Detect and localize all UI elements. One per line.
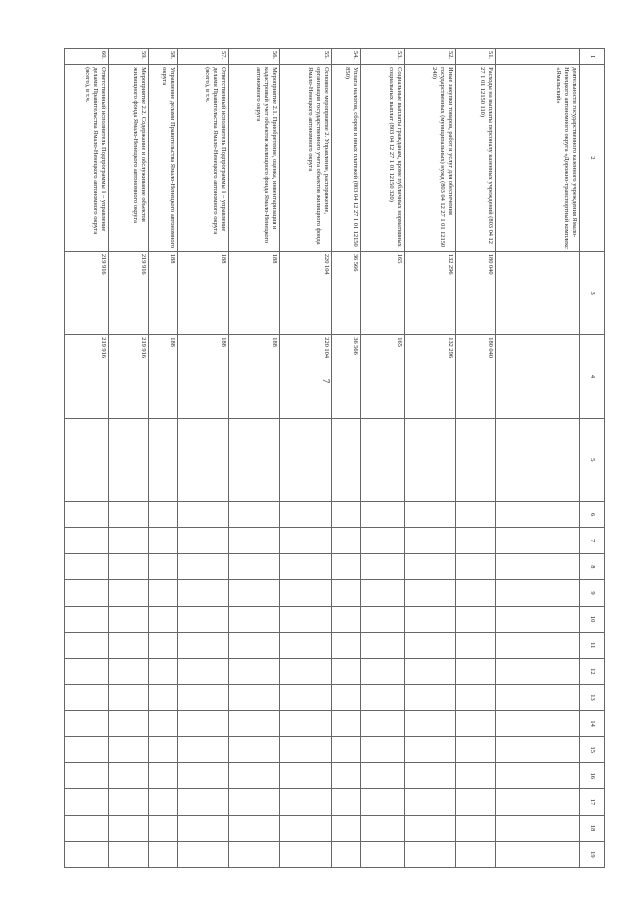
empty-cell (149, 789, 178, 815)
empty-cell (496, 815, 580, 841)
empty-cell (149, 554, 178, 580)
empty-cell (280, 502, 332, 528)
column-4-value: 36 566 (332, 335, 361, 418)
empty-cell (405, 815, 456, 841)
column-3-value: 36 566 (332, 251, 361, 334)
empty-cell (280, 606, 332, 632)
empty-cell (149, 580, 178, 606)
empty-cell (332, 528, 361, 554)
empty-cell (361, 528, 405, 554)
empty-cell (496, 684, 580, 710)
column-number-6: 6 (580, 502, 605, 528)
empty-cell (109, 711, 149, 737)
empty-cell (229, 841, 280, 867)
row-number-cell: 56. (229, 49, 280, 65)
empty-cell (456, 580, 496, 606)
empty-cell (65, 658, 109, 684)
empty-cell (405, 502, 456, 528)
page-number: 7 (321, 378, 331, 384)
empty-cell (149, 841, 178, 867)
column-number-2: 2 (580, 65, 605, 252)
empty-cell (109, 418, 149, 501)
row-number-cell: 58. (149, 49, 178, 65)
table-row (361, 49, 405, 868)
empty-cell (332, 789, 361, 815)
empty-cell (178, 711, 229, 737)
empty-cell (361, 684, 405, 710)
column-number-13: 13 (580, 684, 605, 710)
empty-cell (496, 606, 580, 632)
empty-cell (280, 789, 332, 815)
column-4-value: 220 104 (280, 335, 332, 418)
empty-cell (109, 841, 149, 867)
empty-cell (332, 815, 361, 841)
empty-cell (361, 632, 405, 658)
empty-cell (178, 580, 229, 606)
empty-cell (178, 606, 229, 632)
empty-cell (149, 418, 178, 501)
empty-cell (280, 554, 332, 580)
empty-cell (405, 841, 456, 867)
column-3-value: 132 296 (405, 251, 456, 334)
column-4-value: 219 916 (109, 335, 149, 418)
column-number-14: 14 (580, 711, 605, 737)
empty-cell (178, 418, 229, 501)
empty-cell (178, 763, 229, 789)
empty-cell (229, 554, 280, 580)
empty-cell (405, 658, 456, 684)
table-row (405, 49, 456, 868)
column-number-10: 10 (580, 606, 605, 632)
column-number-15: 15 (580, 737, 605, 763)
empty-cell (109, 763, 149, 789)
empty-cell (405, 418, 456, 501)
empty-cell (332, 580, 361, 606)
empty-cell (229, 658, 280, 684)
empty-cell (332, 418, 361, 501)
empty-cell (456, 606, 496, 632)
empty-cell (178, 841, 229, 867)
table-row (496, 49, 580, 868)
column-4-value: 188 (178, 335, 229, 418)
empty-cell (361, 502, 405, 528)
column-3-value: 165 (361, 251, 405, 334)
row-name-cell: Уплата налогов, сборов и иных платежей (803 04 12 27 1 01 12150 850) (332, 65, 361, 252)
empty-cell (361, 815, 405, 841)
empty-cell (109, 684, 149, 710)
empty-cell (496, 763, 580, 789)
budget-table (64, 48, 605, 868)
empty-cell (361, 580, 405, 606)
empty-cell (229, 789, 280, 815)
empty-cell (496, 418, 580, 501)
empty-cell (332, 841, 361, 867)
column-number-1: 1 (580, 49, 605, 65)
empty-cell (361, 606, 405, 632)
empty-cell (65, 418, 109, 501)
empty-cell (405, 554, 456, 580)
empty-cell (280, 418, 332, 501)
empty-cell (229, 711, 280, 737)
empty-cell (229, 684, 280, 710)
empty-cell (229, 606, 280, 632)
empty-cell (149, 815, 178, 841)
column-4-value: 188 (229, 335, 280, 418)
table-row (229, 49, 280, 868)
empty-cell (456, 502, 496, 528)
column-number-7: 7 (580, 528, 605, 554)
row-number-cell: 51. (456, 49, 496, 65)
empty-cell (178, 528, 229, 554)
empty-cell (361, 841, 405, 867)
empty-cell (496, 841, 580, 867)
row-number-cell: 54. (332, 49, 361, 65)
empty-cell (149, 737, 178, 763)
empty-cell (229, 502, 280, 528)
empty-cell (405, 763, 456, 789)
table-row (65, 49, 109, 868)
empty-cell (456, 763, 496, 789)
row-number-cell: 55. (280, 49, 332, 65)
empty-cell (178, 658, 229, 684)
row-name-cell: Ответственный исполнитель Подпрограммы 1 – управление делами Правительства Ямало-Ненецкого автономного округа (всего), в т.ч. (65, 65, 109, 252)
empty-cell (456, 418, 496, 501)
empty-cell (149, 632, 178, 658)
empty-cell (456, 841, 496, 867)
row-number-cell (496, 49, 580, 65)
table-row (332, 49, 361, 868)
empty-cell (109, 606, 149, 632)
column-4-value: 180 040 (456, 335, 496, 418)
column-3-value: 219 916 (109, 251, 149, 334)
column-4-value: 219 916 (65, 335, 109, 418)
empty-cell (109, 815, 149, 841)
empty-cell (178, 789, 229, 815)
empty-cell (280, 632, 332, 658)
empty-cell (332, 502, 361, 528)
empty-cell (65, 528, 109, 554)
empty-cell (65, 632, 109, 658)
row-name-cell: Управление делами Правительства Ямало-Ненецкого автономного округа (149, 65, 178, 252)
column-number-5: 5 (580, 418, 605, 501)
column-number-18: 18 (580, 815, 605, 841)
empty-cell (496, 658, 580, 684)
empty-cell (496, 737, 580, 763)
empty-cell (280, 763, 332, 789)
empty-cell (178, 737, 229, 763)
empty-cell (496, 580, 580, 606)
column-number-4: 4 (580, 335, 605, 418)
empty-cell (405, 632, 456, 658)
empty-cell (361, 737, 405, 763)
empty-cell (405, 684, 456, 710)
empty-cell (332, 711, 361, 737)
empty-cell (280, 580, 332, 606)
empty-cell (456, 554, 496, 580)
empty-cell (149, 684, 178, 710)
empty-cell (332, 658, 361, 684)
row-number-cell: 57. (178, 49, 229, 65)
empty-cell (280, 815, 332, 841)
empty-cell (65, 684, 109, 710)
column-number-8: 8 (580, 554, 605, 580)
empty-cell (65, 554, 109, 580)
empty-cell (109, 658, 149, 684)
empty-cell (109, 580, 149, 606)
empty-cell (280, 737, 332, 763)
row-number-cell: 59. (109, 49, 149, 65)
empty-cell (332, 763, 361, 789)
empty-cell (65, 502, 109, 528)
row-name-cell: Мероприятие 2.1. Приобретение, оценка, инвентаризация и кадастровый учет объектов жилищного фонда Ямало-Ненецкого автономного округа (229, 65, 280, 252)
empty-cell (229, 632, 280, 658)
empty-cell (456, 815, 496, 841)
empty-cell (280, 711, 332, 737)
empty-cell (229, 418, 280, 501)
empty-cell (65, 711, 109, 737)
empty-cell (178, 632, 229, 658)
empty-cell (496, 711, 580, 737)
empty-cell (149, 528, 178, 554)
column-4-value: 188 (149, 335, 178, 418)
empty-cell (149, 502, 178, 528)
empty-cell (280, 658, 332, 684)
empty-cell (109, 554, 149, 580)
empty-cell (229, 815, 280, 841)
row-name-cell: Иные закупки товаров, работ и услуг для обеспечения государственных (муниципальных) нужд (803 04 12 27 1 01 12150 240) (405, 65, 456, 252)
column-number-9: 9 (580, 580, 605, 606)
column-number-12: 12 (580, 658, 605, 684)
empty-cell (280, 684, 332, 710)
column-3-value: 220 104 (280, 251, 332, 334)
empty-cell (65, 789, 109, 815)
budget-table-container (84, 48, 605, 868)
empty-cell (405, 528, 456, 554)
empty-cell (65, 580, 109, 606)
row-name-cell: деятельности государственного казенного учреждения Ямало-Ненецкого автономного округа «Дорожно-транспортный комплекс «Ямальский» (496, 65, 580, 252)
empty-cell (496, 554, 580, 580)
empty-cell (109, 737, 149, 763)
column-3-value: 219 916 (65, 251, 109, 334)
empty-cell (65, 737, 109, 763)
empty-cell (456, 789, 496, 815)
row-name-cell: Мероприятие 2.2. Содержание и обслуживание объектов жилищного фонда Ямало-Ненецкого автономного округа (109, 65, 149, 252)
column-number-11: 11 (580, 632, 605, 658)
empty-cell (361, 763, 405, 789)
empty-cell (280, 528, 332, 554)
row-name-cell: Ответственный исполнитель Подпрограммы 1 – управление делами Правительства Ямало-Ненецкого автономного округа (всего), в т.ч. (178, 65, 229, 252)
column-4-value: 132 296 (405, 335, 456, 418)
empty-cell (405, 606, 456, 632)
column-3-value: 188 (229, 251, 280, 334)
empty-cell (332, 684, 361, 710)
empty-cell (405, 580, 456, 606)
empty-cell (65, 606, 109, 632)
column-3-value: 180 040 (456, 251, 496, 334)
table-row (109, 49, 149, 868)
empty-cell (109, 632, 149, 658)
empty-cell (178, 502, 229, 528)
table-row (178, 49, 229, 868)
empty-cell (149, 606, 178, 632)
empty-cell (361, 711, 405, 737)
column-4-value (496, 335, 580, 418)
empty-cell (361, 789, 405, 815)
empty-cell (332, 737, 361, 763)
empty-cell (149, 763, 178, 789)
empty-cell (109, 528, 149, 554)
empty-cell (456, 528, 496, 554)
empty-cell (149, 658, 178, 684)
row-number-cell: 60. (65, 49, 109, 65)
empty-cell (229, 763, 280, 789)
empty-cell (496, 502, 580, 528)
empty-cell (280, 841, 332, 867)
row-name-cell: Основное мероприятие 2. Управление, распоряжение, организация государственного учета объектов жилищного фонда Ямало-Ненецкого автономного округа (280, 65, 332, 252)
empty-cell (405, 789, 456, 815)
row-number-cell: 53. (361, 49, 405, 65)
empty-cell (109, 789, 149, 815)
empty-cell (405, 711, 456, 737)
empty-cell (332, 632, 361, 658)
empty-cell (361, 554, 405, 580)
empty-cell (229, 737, 280, 763)
row-name-cell: Расходы на выплаты персоналу казенных учреждений (803 04 12 27 1 01 12150 110) (456, 65, 496, 252)
empty-cell (456, 632, 496, 658)
empty-cell (65, 815, 109, 841)
empty-cell (456, 711, 496, 737)
empty-cell (109, 502, 149, 528)
empty-cell (456, 684, 496, 710)
empty-cell (229, 528, 280, 554)
column-number-row (580, 49, 605, 868)
empty-cell (149, 711, 178, 737)
column-3-value: 188 (178, 251, 229, 334)
empty-cell (496, 632, 580, 658)
empty-cell (405, 737, 456, 763)
row-number-cell: 52. (405, 49, 456, 65)
column-number-3: 3 (580, 251, 605, 334)
empty-cell (496, 789, 580, 815)
empty-cell (332, 606, 361, 632)
empty-cell (178, 554, 229, 580)
empty-cell (332, 554, 361, 580)
empty-cell (456, 658, 496, 684)
column-3-value: 188 (149, 251, 178, 334)
column-4-value: 165 (361, 335, 405, 418)
empty-cell (361, 658, 405, 684)
column-number-19: 19 (580, 841, 605, 867)
empty-cell (178, 684, 229, 710)
empty-cell (361, 418, 405, 501)
empty-cell (65, 763, 109, 789)
empty-cell (178, 815, 229, 841)
empty-cell (456, 737, 496, 763)
row-name-cell: Социальные выплаты гражданам, кроме публичных нормативных социальных выплат (803 04 12 27 1 01 12150 320) (361, 65, 405, 252)
column-3-value (496, 251, 580, 334)
table-row (149, 49, 178, 868)
table-row (456, 49, 496, 868)
column-number-16: 16 (580, 763, 605, 789)
empty-cell (65, 841, 109, 867)
empty-cell (496, 528, 580, 554)
column-number-17: 17 (580, 789, 605, 815)
empty-cell (229, 580, 280, 606)
table-row (280, 49, 332, 868)
